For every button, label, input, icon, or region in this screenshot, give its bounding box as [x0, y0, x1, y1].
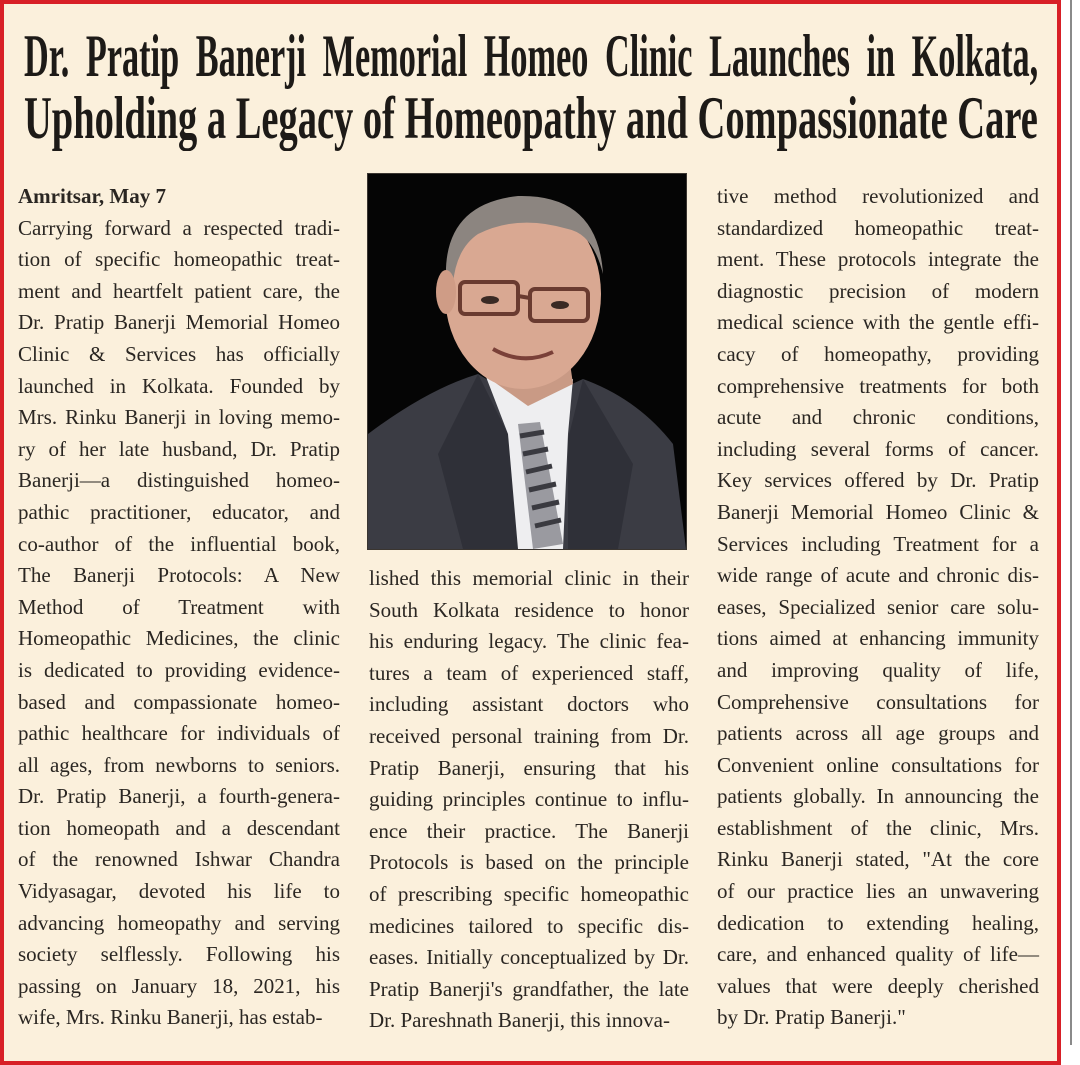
text-line: Pratip Banerji's grandfather, the late [369, 976, 689, 1001]
text-line: Carrying forward a respected tradi- [18, 215, 340, 240]
text-line: his enduring legacy. The clinic fea- [369, 629, 689, 654]
text-line: South Kolkata residence to honor [369, 597, 689, 622]
text-line: eases, Specialized senior care solu- [717, 594, 1039, 619]
column-1 [18, 181, 340, 1034]
text-line: dedication to extending healing, [717, 910, 1039, 935]
text-line: lished this memorial clinic in their [369, 566, 689, 590]
text-line: Banerji—a distinguished homeo- [18, 468, 340, 493]
column-3-text [717, 181, 1039, 1034]
text-line: received personal training from Dr. [369, 723, 689, 748]
text-line: Mrs. Rinku Banerji in loving memo- [18, 405, 340, 430]
text-line: medicines tailored to specific dis- [369, 913, 689, 938]
text-line: ment. These protocols integrate the [717, 247, 1039, 272]
text-line: passing on January 18, 2021, his [18, 973, 340, 998]
text-line: of the renowned Ishwar Chandra [18, 847, 340, 872]
text-line: Rinku Banerji stated, "At the core [717, 847, 1039, 872]
text-line: Comprehensive consultations for [717, 689, 1039, 714]
text-line: pathic practitioner, educator, and [18, 499, 340, 524]
text-line: Clinic & Services has officially [18, 341, 340, 366]
text-line: wide range of acute and chronic dis- [717, 563, 1039, 588]
column-2-text [369, 563, 689, 1037]
portrait-illustration [368, 174, 686, 549]
text-line: acute and chronic conditions, [717, 405, 1039, 430]
text-line: by Dr. Pratip Banerji." [717, 1005, 906, 1030]
text-line: Banerji Memorial Homeo Clinic & [717, 499, 1039, 524]
text-line: comprehensive treatments for both [717, 373, 1039, 398]
text-line: and improving quality of life, [717, 657, 1039, 682]
text-line: values that were deeply cherished [717, 973, 1039, 998]
text-line: standardized homeopathic treat- [717, 215, 1039, 240]
text-line: tion homeopath and a descendant [18, 815, 340, 840]
text-line: pathic healthcare for individuals of [18, 721, 340, 746]
page-edge-rule [1070, 0, 1072, 1045]
text-line: Dr. Pareshnath Banerji, this innova- [369, 1008, 670, 1033]
text-line: Pratip Banerji, ensuring that his [369, 755, 689, 780]
text-line: including assistant doctors who [369, 692, 689, 717]
column-1-text [18, 213, 340, 1034]
text-line: tive method revolutionized and [717, 184, 1039, 208]
text-line: co-author of the influential book, [18, 531, 340, 556]
text-line: is dedicated to providing evidence- [18, 657, 340, 682]
text-line: guiding principles continue to influ- [369, 787, 689, 812]
text-line: of our practice lies an unwavering [717, 879, 1039, 904]
text-line: of prescribing specific homeopathic [369, 881, 689, 906]
text-line: establishment of the clinic, Mrs. [717, 815, 1039, 840]
text-line: tions aimed at enhancing immunity [717, 626, 1039, 651]
text-line: Method of Treatment with [18, 594, 340, 619]
text-line: Convenient online consultations for [717, 752, 1039, 777]
text-line: tures a team of experienced staff, [369, 660, 689, 685]
text-line: diagnostic precision of modern [717, 278, 1039, 303]
text-line: patients globally. In announcing the [717, 784, 1039, 809]
dateline: Amritsar, May 7 [18, 184, 166, 208]
text-line: wife, Mrs. Rinku Banerji, has estab- [18, 1005, 323, 1030]
text-line: ry of her late husband, Dr. Pratip [18, 436, 340, 461]
text-line: Vidyasagar, devoted his life to [18, 879, 340, 904]
headline-line-2: Upholding a Legacy of Homeopathy and Compassionate Care [24, 85, 1038, 151]
text-line: including several forms of cancer. [717, 436, 1039, 461]
text-line: all ages, from newborns to seniors. [18, 752, 340, 777]
text-line: medical science with the gentle effi- [717, 310, 1039, 335]
text-line: The Banerji Protocols: A New [18, 563, 340, 588]
text-line: Services including Treatment for a [717, 531, 1039, 556]
text-line: Protocols is based on the principle [369, 850, 689, 875]
headline [24, 23, 1044, 151]
text-line: tion of specific homeopathic treat- [18, 247, 340, 272]
text-line: care, and enhanced quality of life— [717, 942, 1039, 967]
text-line: society selflessly. Following his [18, 942, 340, 967]
column-2 [369, 563, 689, 1037]
text-line: patients across all age groups and [717, 721, 1039, 746]
text-line: Homeopathic Medicines, the clinic [18, 626, 340, 651]
text-line: ence their practice. The Banerji [369, 818, 689, 843]
text-line: launched in Kolkata. Founded by [18, 373, 340, 398]
text-line: ment and heartfelt patient care, the [18, 278, 340, 303]
headline-line-1: Dr. Pratip Banerji Memorial Homeo Clinic Launches in Kolkata, [24, 23, 1039, 89]
portrait-photo [367, 173, 687, 550]
text-line: advancing homeopathy and serving [18, 910, 340, 935]
text-line: Key services offered by Dr. Pratip [717, 468, 1039, 493]
text-line: based and compassionate homeo- [18, 689, 340, 714]
text-line: Dr. Pratip Banerji, a fourth-genera- [18, 784, 340, 809]
text-line: eases. Initially conceptualized by Dr. [369, 945, 689, 970]
text-line: Dr. Pratip Banerji Memorial Homeo [18, 310, 340, 335]
column-3 [717, 181, 1039, 1034]
text-line: cacy of homeopathy, providing [717, 341, 1039, 366]
